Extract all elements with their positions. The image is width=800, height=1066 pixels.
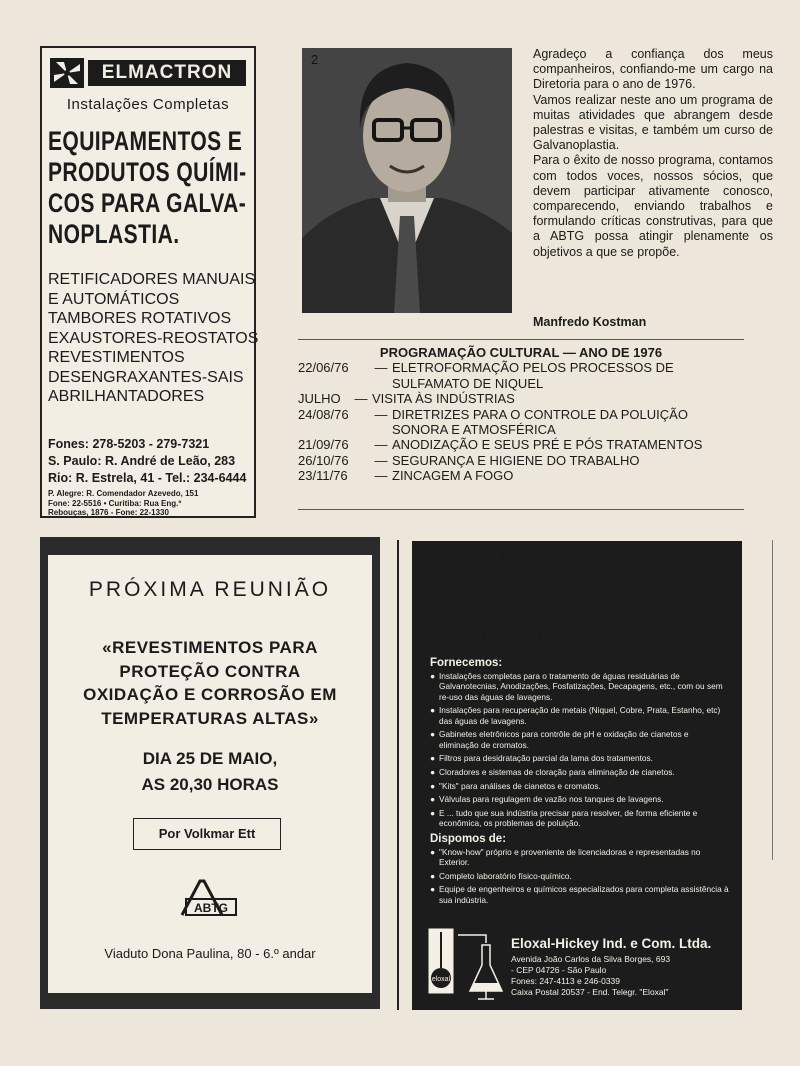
abtg-logo-text: ABTG xyxy=(194,901,228,915)
list-item xyxy=(430,705,730,726)
list-item-text: E ... tudo que sua indústria precisar para resolver, de forma eficiente e econômica, os problemas de poluição. xyxy=(439,807,698,829)
elmactron-contact xyxy=(48,436,258,487)
topic-line: OXIDAÇÃO E CORROSÃO EM xyxy=(83,685,337,704)
bullet-icon: ● xyxy=(430,794,436,805)
dash: — xyxy=(374,437,388,453)
list-item xyxy=(430,847,730,868)
headline-line: Para o xyxy=(500,548,551,566)
program-date: JULHO xyxy=(298,391,341,407)
program-topic: ANODIZAÇÃO E SEUS PRÉ E PÓS TRATAMENTOS xyxy=(392,437,703,453)
headline-line: NOPLASTIA. xyxy=(48,219,180,249)
bullet-icon: ● xyxy=(430,870,436,881)
bullet-icon: ● xyxy=(430,671,436,681)
list-item-text: Gabinetes eletrônicos para contrôle de pH e oxidação de cianetos e eliminação de cromatos. xyxy=(439,729,689,750)
meeting-address: Viaduto Dona Paulina, 80 - 6.º andar xyxy=(104,946,316,961)
list-item-text: Filtros para desidratação parcial da lama dos tratamentos. xyxy=(439,753,653,764)
contact-line: S. Paulo: R. André de Leão, 283 xyxy=(48,454,236,468)
cultural-program xyxy=(298,345,744,484)
program-item xyxy=(298,453,744,468)
branch-line: P. Alegre: R. Comendador Azevedo, 151 xyxy=(48,489,199,498)
list-item-text: Cloradores e sistemas de cloração para eliminação de cianetos. xyxy=(439,767,675,777)
meeting-date xyxy=(48,746,372,798)
topic-line: PROTEÇÃO CONTRA xyxy=(119,661,301,681)
headline-line: na indústria de xyxy=(480,587,598,605)
divider xyxy=(298,339,744,340)
list-item-text: Válvulas para regulagem de vazão nos tanques de lavagens. xyxy=(439,794,664,805)
program-topic: ZINCAGEM A FOGO xyxy=(392,468,514,484)
elmactron-branches xyxy=(48,489,258,518)
topic-line: TEMPERATURAS ALTAS» xyxy=(101,708,319,728)
product-item: DESENGRAXANTES-SAIS xyxy=(48,368,244,386)
program-date: 21/09/76 xyxy=(298,437,349,453)
address-line: Fones: 247-4113 e 246-0339 xyxy=(511,976,621,986)
message-paragraph: Para o êxito de nosso programa, contamos com todos voces, nossos sócios, que devem participar ativamente conosco, comparecendo, enviando trabalhos e formulando críticas construtivas, para que a ABTG possa atingir plenamente os objetivos a que se propõe. xyxy=(533,153,773,259)
list-item xyxy=(430,781,730,791)
bullet-icon: ● xyxy=(430,780,436,791)
product-item: EXAUSTORES-REOSTATOS xyxy=(48,329,259,347)
headline-line: CONTRÔLE DA POLUIÇÃO xyxy=(452,567,665,586)
dispomos-heading: Dispomos de: xyxy=(430,832,507,845)
program-date: 23/11/76 xyxy=(298,468,348,484)
program-item xyxy=(298,468,744,483)
product-item: REVESTIMENTOS xyxy=(48,349,185,366)
flask-icon xyxy=(456,925,506,1001)
elmactron-ad xyxy=(40,46,259,518)
list-item xyxy=(430,729,730,750)
list-item-text: Instalações para recuperação de metais (Niquel, Cobre, Prata, Estanho, etc) das águas de lavagens. xyxy=(439,705,721,726)
headline-line: EQUIPAMENTOS E xyxy=(48,126,243,156)
program-item xyxy=(298,407,744,438)
page-number: 2 xyxy=(311,52,319,67)
product-item: ABRILHANTADORES xyxy=(48,388,205,405)
product-item: E AUTOMÁTICOS xyxy=(48,290,180,308)
message-paragraph: Vamos realizar neste ano um programa de muitas atividades que abrangem desde palestras e visitas, e também um curso de Galvanoplastia. xyxy=(533,92,773,153)
list-item xyxy=(430,767,730,777)
director-message xyxy=(533,47,773,260)
list-item xyxy=(430,884,730,905)
branch-line: Fone: 22-5516 • Curitiba: Rua Eng.º xyxy=(48,498,182,508)
list-item xyxy=(430,753,730,763)
eloxal-company-name: Eloxal-Hickey Ind. e Com. Ltda. xyxy=(511,936,712,951)
product-item: RETIFICADORES MANUAIS xyxy=(48,271,256,288)
meeting-title: PRÓXIMA REUNIÃO xyxy=(88,578,332,601)
bullet-icon: ● xyxy=(430,753,436,764)
dash: — xyxy=(374,468,388,484)
date-line: DIA 25 DE MAIO, xyxy=(142,749,278,768)
elmactron-brand: ELMACTRON xyxy=(88,60,246,86)
list-item-text: Instalações completas para o tratamento de águas residuárias de Galvanotecnias, Anodizações, Fosfatizações, Decapagens, etc., com ou sem re-uso das águas de lavagens. xyxy=(439,671,723,702)
eloxal-logo-icon xyxy=(428,928,454,994)
vertical-divider xyxy=(397,540,399,1010)
bullet-icon: ● xyxy=(430,846,436,857)
eloxal-address xyxy=(511,954,670,998)
program-date: 24/08/76 xyxy=(298,406,349,422)
contact-line: Rio: R. Estrela, 41 - Tel.: 234-6444 xyxy=(48,471,247,485)
dash: — xyxy=(374,360,388,376)
program-item xyxy=(298,437,744,452)
program-topic: VISITA ÀS INDÚSTRIAS xyxy=(372,391,515,407)
dash: — xyxy=(374,452,388,468)
fornecemos-heading: Fornecemos: xyxy=(430,657,503,669)
program-topic: DIRETRIZES PARA O CONTROLE DA POLUIÇÃO SONORA E ATMOSFÉRICA xyxy=(392,406,688,438)
eloxal-body xyxy=(430,656,730,908)
message-signature: Manfredo Kostman xyxy=(533,315,647,329)
elmactron-pinwheel-icon xyxy=(50,58,84,88)
program-item xyxy=(298,360,744,391)
address-line: - CEP 04726 - São Paulo xyxy=(511,965,607,975)
list-item xyxy=(430,794,730,804)
contact-line: Fones: 278-5203 - 279-7321 xyxy=(48,437,210,451)
headline-line: COS PARA GALVA- xyxy=(48,188,247,218)
program-topic: ELETROFORMAÇÃO PELOS PROCESSOS DE SULFAMATO DE NIQUEL xyxy=(392,360,674,391)
message-paragraph: Agradeço a confiança dos meus companheiros, confiando-me um cargo na Diretoria para o ano de 1976. xyxy=(533,47,773,92)
abtg-logo-icon xyxy=(178,877,240,917)
list-item xyxy=(430,808,730,829)
dash: — xyxy=(354,391,368,407)
list-item-text: "Know-how" próprio e proveniente de licenciadoras e representadas no Exterior. xyxy=(439,846,701,868)
portrait-photo xyxy=(302,48,512,313)
margin-line xyxy=(772,540,773,860)
dash: — xyxy=(374,406,388,422)
eloxal-logo-text: eloxal xyxy=(431,976,451,983)
address-line: Caixa Postal 20537 - End. Telegr. "Eloxal" xyxy=(511,987,669,997)
headline-line: DE METAIS xyxy=(482,626,571,644)
headline-line: TRATAMENTOS SUPERFICIAIS xyxy=(432,606,676,625)
meeting-topic xyxy=(48,636,372,730)
topic-line: «REVESTIMENTOS PARA xyxy=(102,638,318,657)
meeting-author: Por Volkmar Ett xyxy=(133,818,281,850)
divider xyxy=(298,509,744,510)
list-item-text: Equipe de engenheiros e químicos especializados para completa assistência à sua indústria. xyxy=(439,884,729,905)
list-item xyxy=(430,871,730,881)
headline-line: PRODUTOS QUÍMI- xyxy=(48,157,247,187)
program-item xyxy=(298,391,744,406)
bullet-icon: ● xyxy=(430,884,436,895)
elmactron-headline xyxy=(48,126,252,250)
list-item-text: "Kits" para análises de cianetos e cromatos. xyxy=(439,780,601,791)
program-topic: SEGURANÇA E HIGIENE DO TRABALHO xyxy=(392,452,640,468)
elmactron-logo xyxy=(48,56,248,90)
program-date: 22/06/76 xyxy=(298,360,349,376)
branch-line: Rebouças, 1876 - Fone: 22-1330 xyxy=(48,508,169,517)
address-line: Avenida João Carlos da Silva Borges, 693 xyxy=(511,954,671,964)
bullet-icon: ● xyxy=(430,767,436,777)
bullet-icon: ● xyxy=(430,729,436,740)
bullet-icon: ● xyxy=(430,807,436,818)
eloxal-headline xyxy=(412,548,742,646)
list-item xyxy=(430,671,730,702)
program-title: PROGRAMAÇÃO CULTURAL — ANO DE 1976 xyxy=(379,345,663,360)
program-date: 26/10/76 xyxy=(298,452,349,468)
product-item: TAMBORES ROTATIVOS xyxy=(48,310,232,327)
date-line: AS 20,30 HORAS xyxy=(141,775,279,794)
bullet-icon: ● xyxy=(430,705,436,716)
elmactron-product-list xyxy=(48,270,258,407)
list-item-text: Completo laboratório físico-químico. xyxy=(439,870,572,881)
elmactron-subtitle: Instalações Completas xyxy=(66,96,230,113)
